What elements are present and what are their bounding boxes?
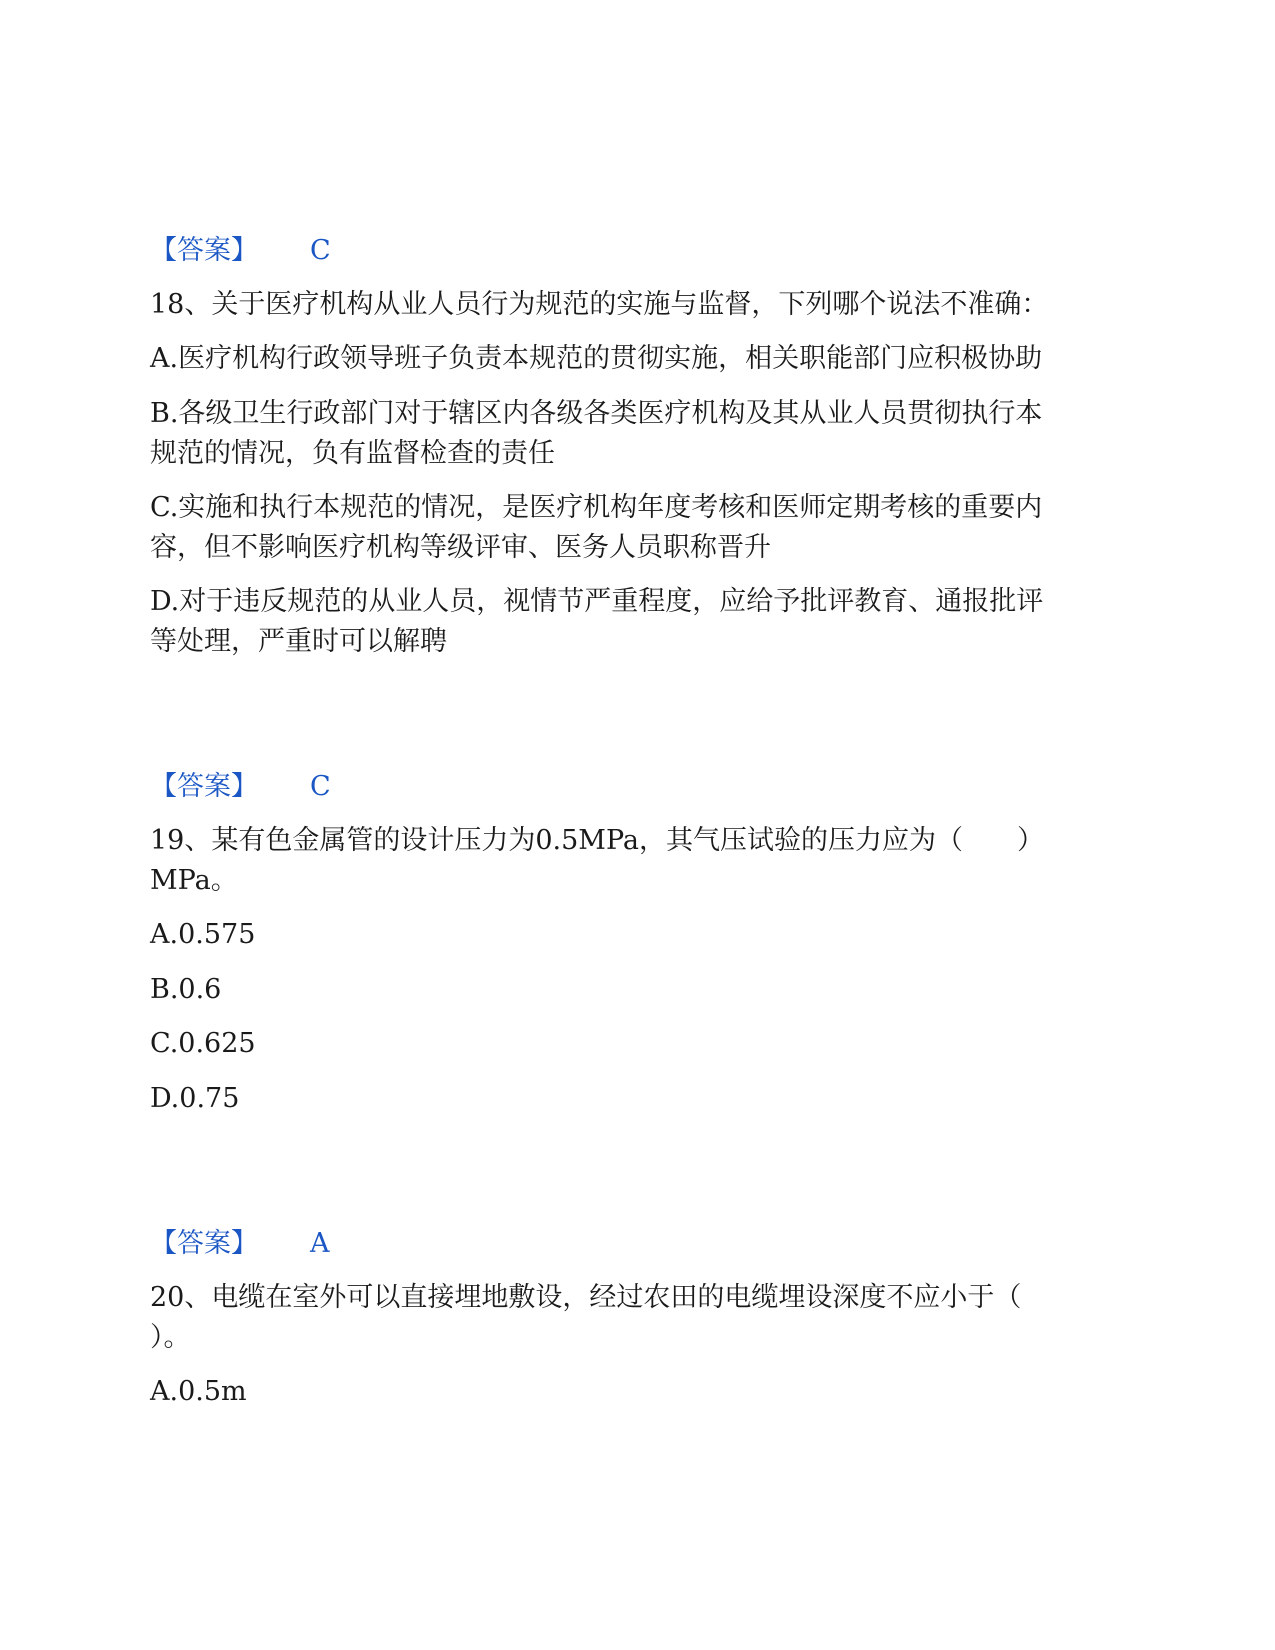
- option-c: C.实施和执行本规范的情况，是医疗机构年度考核和医师定期考核的重要内: [150, 492, 1043, 523]
- option-a: A.0.5m: [150, 1376, 247, 1407]
- answer-label: 【答案】: [150, 1228, 258, 1259]
- option-c: C.0.625: [150, 1028, 256, 1059]
- answer-row: [150, 231, 550, 271]
- question-stem-continued: MPa。: [150, 865, 238, 896]
- option-d: D.0.75: [150, 1083, 240, 1114]
- question-stem: 20、电缆在室外可以直接埋地敷设，经过农田的电缆埋设深度不应小于（: [150, 1282, 1022, 1313]
- question-stem-continued: ）。: [150, 1322, 191, 1353]
- option-b: B.0.6: [150, 974, 222, 1005]
- answer-value: C: [310, 235, 331, 266]
- question-stem: 19、某有色金属管的设计压力为0.5MPa，其气压试验的压力应为（ ）: [150, 825, 1044, 856]
- option-a: A.医疗机构行政领导班子负责本规范的贯彻实施，相关职能部门应积极协助: [150, 343, 1043, 374]
- answer-value: C: [310, 771, 331, 802]
- answer-label: 【答案】: [150, 235, 258, 266]
- question-stem: 18、关于医疗机构从业人员行为规范的实施与监督，下列哪个说法不准确：: [150, 289, 1049, 320]
- option-a: A.0.575: [150, 919, 256, 950]
- option-b-continued: 规范的情况，负有监督检查的责任: [150, 438, 555, 469]
- option-d-continued: 等处理，严重时可以解聘: [150, 626, 447, 657]
- answer-value: A: [310, 1228, 330, 1259]
- answer-row: [150, 767, 550, 807]
- answer-label: 【答案】: [150, 771, 258, 802]
- option-b: B.各级卫生行政部门对于辖区内各级各类医疗机构及其从业人员贯彻执行本: [150, 398, 1043, 429]
- option-d: D.对于违反规范的从业人员，视情节严重程度，应给予批评教育、通报批评: [150, 586, 1044, 617]
- answer-row: [150, 1224, 550, 1264]
- option-c-continued: 容，但不影响医疗机构等级评审、医务人员职称晋升: [150, 532, 771, 563]
